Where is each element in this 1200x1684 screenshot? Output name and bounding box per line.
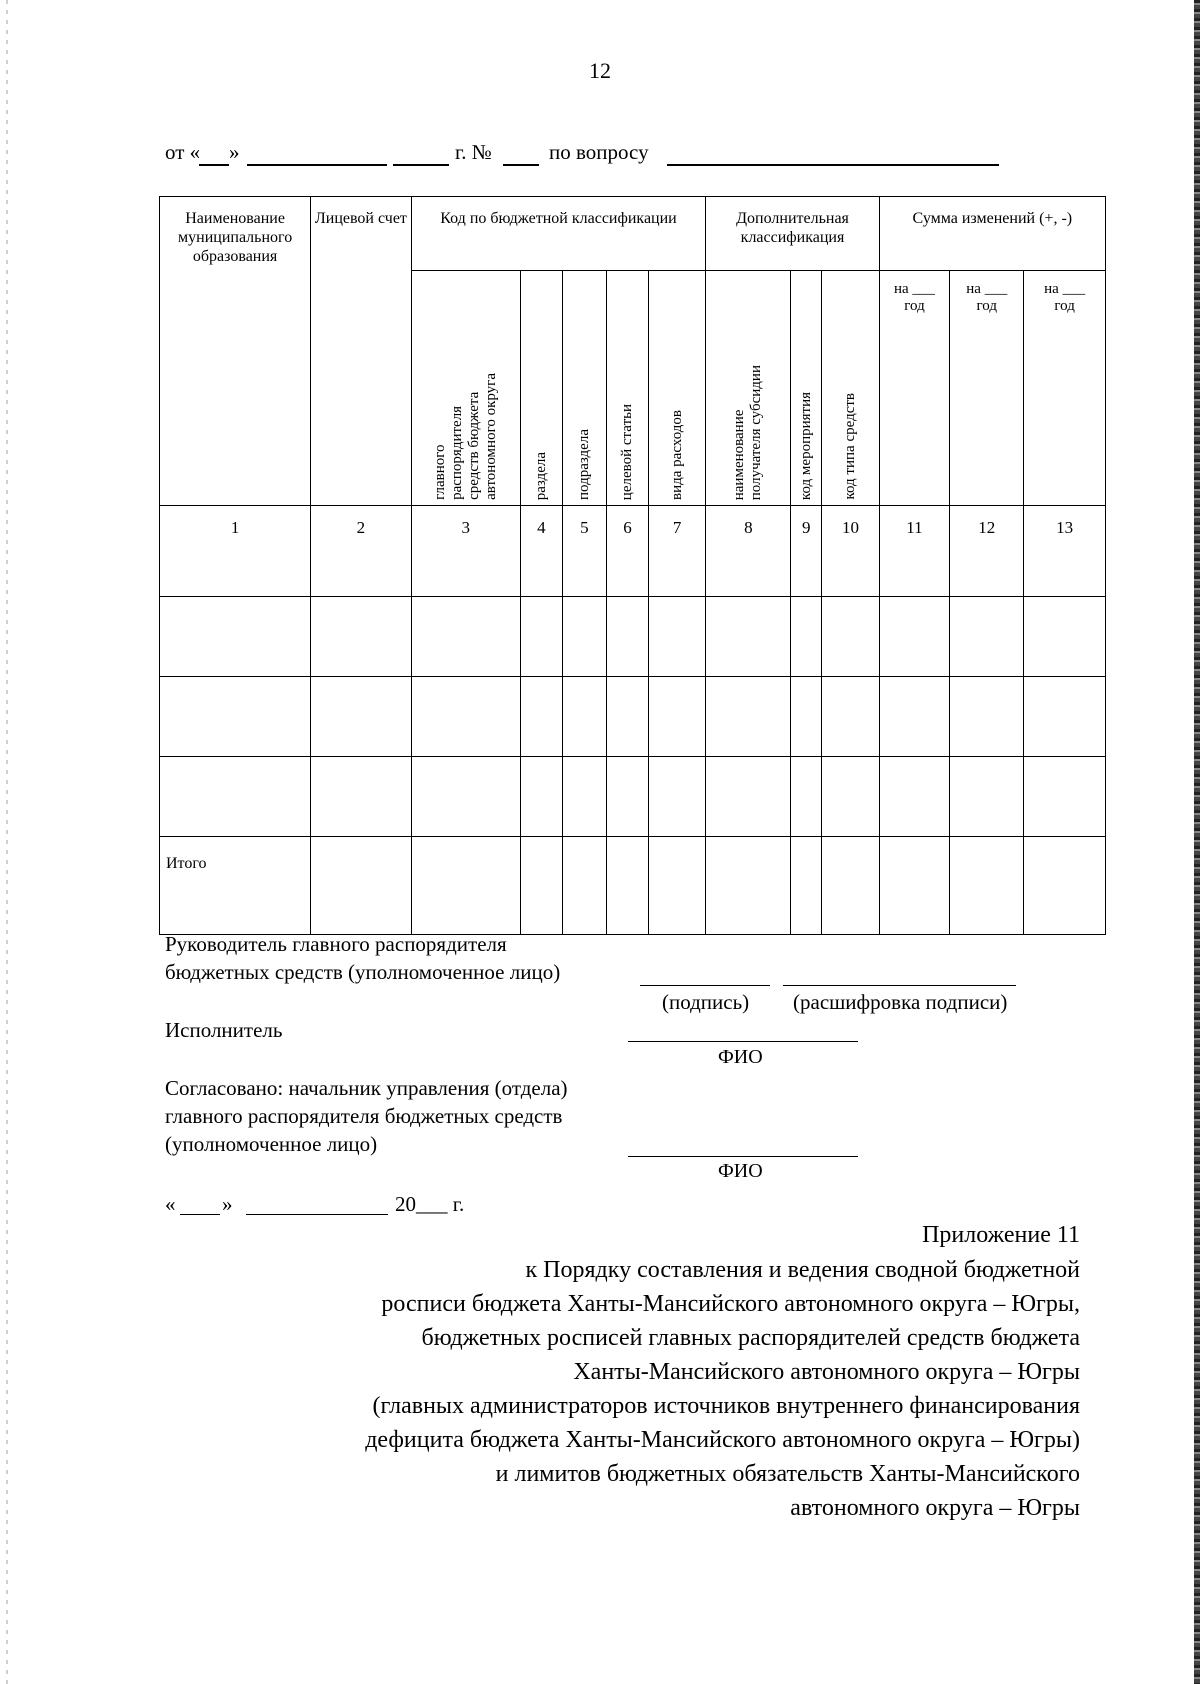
- col-sum-header: Сумма изменений (+, -): [879, 197, 1105, 271]
- decoding-caption: (расшифровка подписи): [793, 990, 1008, 1014]
- annex-line: и лимитов бюджетных обязательств Ханты-Мансийского: [495, 1461, 1080, 1487]
- annex-line: бюджетных росписей главных распорядителей средств бюджета: [421, 1325, 1080, 1351]
- executor-fio-caption: ФИО: [718, 1046, 763, 1068]
- table-cell[interactable]: [1024, 677, 1106, 757]
- table-cell[interactable]: [520, 837, 562, 935]
- annex-line: дефицита бюджета Ханты-Мансийского автономного округа – Югры): [365, 1427, 1080, 1453]
- col-number: 6: [606, 506, 648, 597]
- col-number: 12: [950, 506, 1024, 597]
- subcol-subsection: подраздела: [562, 271, 606, 506]
- page-number: 12: [589, 58, 611, 83]
- col-number: 3: [411, 506, 520, 597]
- table-cell[interactable]: [879, 597, 950, 677]
- day-blank[interactable]: [199, 140, 229, 166]
- table-cell[interactable]: [822, 837, 879, 935]
- col-number: 1: [160, 506, 311, 597]
- table-cell[interactable]: [160, 677, 311, 757]
- executor-label: Исполнитель: [165, 1018, 283, 1042]
- year-number-label: г. №: [455, 140, 492, 164]
- col-number: 13: [1024, 506, 1106, 597]
- table-cell[interactable]: [411, 837, 520, 935]
- signature-caption: (подпись): [662, 990, 750, 1014]
- table-cell[interactable]: [311, 677, 411, 757]
- question-label: по вопросу: [549, 140, 649, 164]
- table-row: [160, 757, 1106, 837]
- table-cell[interactable]: [411, 597, 520, 677]
- col-number: 7: [648, 506, 705, 597]
- subcol-recipient: наименование получателя субсидии: [706, 271, 791, 506]
- table-cell[interactable]: [879, 677, 950, 757]
- table-cell[interactable]: [791, 597, 822, 677]
- col-number: 10: [822, 506, 879, 597]
- number-blank[interactable]: [503, 140, 539, 166]
- table-cell[interactable]: [706, 757, 791, 837]
- table-cell[interactable]: [606, 837, 648, 935]
- budget-changes-table: [159, 196, 1106, 935]
- col-municipality-header: Наименование муниципального образования: [160, 197, 311, 506]
- subcol-event-code: код мероприятия: [791, 271, 822, 506]
- table-cell[interactable]: [950, 677, 1024, 757]
- subcol-main-distributor: главного распорядителя средств бюджета автономного округа: [411, 271, 520, 506]
- subcol-fund-type: код типа средств: [822, 271, 879, 506]
- total-row: [160, 837, 1106, 935]
- subcol-year-3: на ___ год: [1024, 271, 1106, 506]
- subcol-year-2: на ___ год: [950, 271, 1024, 506]
- head-decoding-line[interactable]: [783, 984, 1016, 986]
- table-cell[interactable]: [648, 837, 705, 935]
- executor-line[interactable]: [628, 1040, 858, 1042]
- table-cell[interactable]: [606, 677, 648, 757]
- agreed-label-line3: (уполномоченное лицо): [165, 1132, 378, 1156]
- table-cell[interactable]: [562, 757, 606, 837]
- table-cell[interactable]: [520, 597, 562, 677]
- table-cell[interactable]: [562, 597, 606, 677]
- table-cell[interactable]: [520, 757, 562, 837]
- form-header-line: [165, 140, 1075, 170]
- table-cell[interactable]: [879, 757, 950, 837]
- date-open: «: [165, 1192, 176, 1216]
- table-cell[interactable]: [822, 757, 879, 837]
- table-cell[interactable]: [1024, 837, 1106, 935]
- table-cell[interactable]: [706, 837, 791, 935]
- table-row: [160, 677, 1106, 757]
- total-label: Итого: [160, 837, 311, 935]
- table-cell[interactable]: [648, 757, 705, 837]
- annex-line: Ханты-Мансийского автономного округа – Югры: [573, 1359, 1080, 1385]
- table-cell[interactable]: [706, 677, 791, 757]
- table-cell[interactable]: [411, 677, 520, 757]
- agreed-line[interactable]: [628, 1155, 858, 1157]
- month-blank[interactable]: [247, 140, 387, 166]
- year-blank[interactable]: [393, 140, 449, 166]
- table-cell[interactable]: [950, 757, 1024, 837]
- table-cell[interactable]: [311, 837, 411, 935]
- date-day-line[interactable]: [180, 1213, 220, 1215]
- agreed-label-line2: главного распорядителя бюджетных средств: [165, 1104, 563, 1128]
- annex-title: Приложение 11: [922, 1222, 1080, 1248]
- from-open-label: от «: [165, 140, 201, 164]
- col-account-header: Лицевой счет: [311, 197, 411, 506]
- table-cell[interactable]: [311, 757, 411, 837]
- table-cell[interactable]: [950, 837, 1024, 935]
- head-label-line1: Руководитель главного распорядителя: [165, 932, 507, 956]
- question-blank[interactable]: [667, 140, 999, 166]
- annex-line: росписи бюджета Ханты-Мансийского автономного округа – Югры,: [381, 1291, 1080, 1317]
- table-cell[interactable]: [562, 837, 606, 935]
- table-cell[interactable]: [648, 677, 705, 757]
- table-cell[interactable]: [411, 757, 520, 837]
- head-label-line2: бюджетных средств (уполномоченное лицо): [165, 960, 561, 984]
- table-cell[interactable]: [822, 677, 879, 757]
- subcol-year-1: на ___ год: [879, 271, 950, 506]
- col-number: 4: [520, 506, 562, 597]
- table-cell[interactable]: [879, 837, 950, 935]
- table-cell[interactable]: [520, 677, 562, 757]
- annex-line: (главных администраторов источников внутреннего финансирования: [372, 1393, 1080, 1419]
- column-numbers-row: [160, 506, 1106, 597]
- date-close: »: [222, 1192, 233, 1216]
- table-cell[interactable]: [950, 597, 1024, 677]
- head-signature-line[interactable]: [640, 984, 770, 986]
- col-extra-header: Дополнительная классификация: [706, 197, 879, 271]
- table-cell[interactable]: [791, 837, 822, 935]
- col-budget-code-header: Код по бюджетной классификации: [411, 197, 706, 271]
- col-number: 11: [879, 506, 950, 597]
- table-cell[interactable]: [160, 757, 311, 837]
- table-cell[interactable]: [1024, 597, 1106, 677]
- table-cell[interactable]: [822, 597, 879, 677]
- table-cell[interactable]: [606, 757, 648, 837]
- table-row: [160, 597, 1106, 677]
- table-cell[interactable]: [562, 677, 606, 757]
- table-cell[interactable]: [1024, 757, 1106, 837]
- date-year: 20___ г.: [395, 1192, 465, 1216]
- table-cell[interactable]: [160, 597, 311, 677]
- table-cell[interactable]: [706, 597, 791, 677]
- col-number: 8: [706, 506, 791, 597]
- col-number: 5: [562, 506, 606, 597]
- from-close-label: »: [229, 140, 240, 164]
- table-cell[interactable]: [791, 757, 822, 837]
- subcol-expense-type: вида расходов: [648, 271, 705, 506]
- scan-edge-right: [1194, 0, 1200, 1684]
- table-cell[interactable]: [311, 597, 411, 677]
- table-cell[interactable]: [606, 597, 648, 677]
- annex-line: к Порядку составления и ведения сводной бюджетной: [525, 1257, 1080, 1283]
- col-number: 9: [791, 506, 822, 597]
- table-cell[interactable]: [648, 597, 705, 677]
- table-cell[interactable]: [791, 677, 822, 757]
- annex-line: автономного округа – Югры: [790, 1495, 1080, 1521]
- date-month-line[interactable]: [246, 1213, 388, 1215]
- agreed-label-line1: Согласовано: начальник управления (отдела): [165, 1076, 568, 1100]
- agreed-fio-caption: ФИО: [718, 1160, 763, 1182]
- subcol-target: целевой статьи: [606, 271, 648, 506]
- subcol-section: раздела: [520, 271, 562, 506]
- scan-edge-left: [6, 0, 8, 1684]
- col-number: 2: [311, 506, 411, 597]
